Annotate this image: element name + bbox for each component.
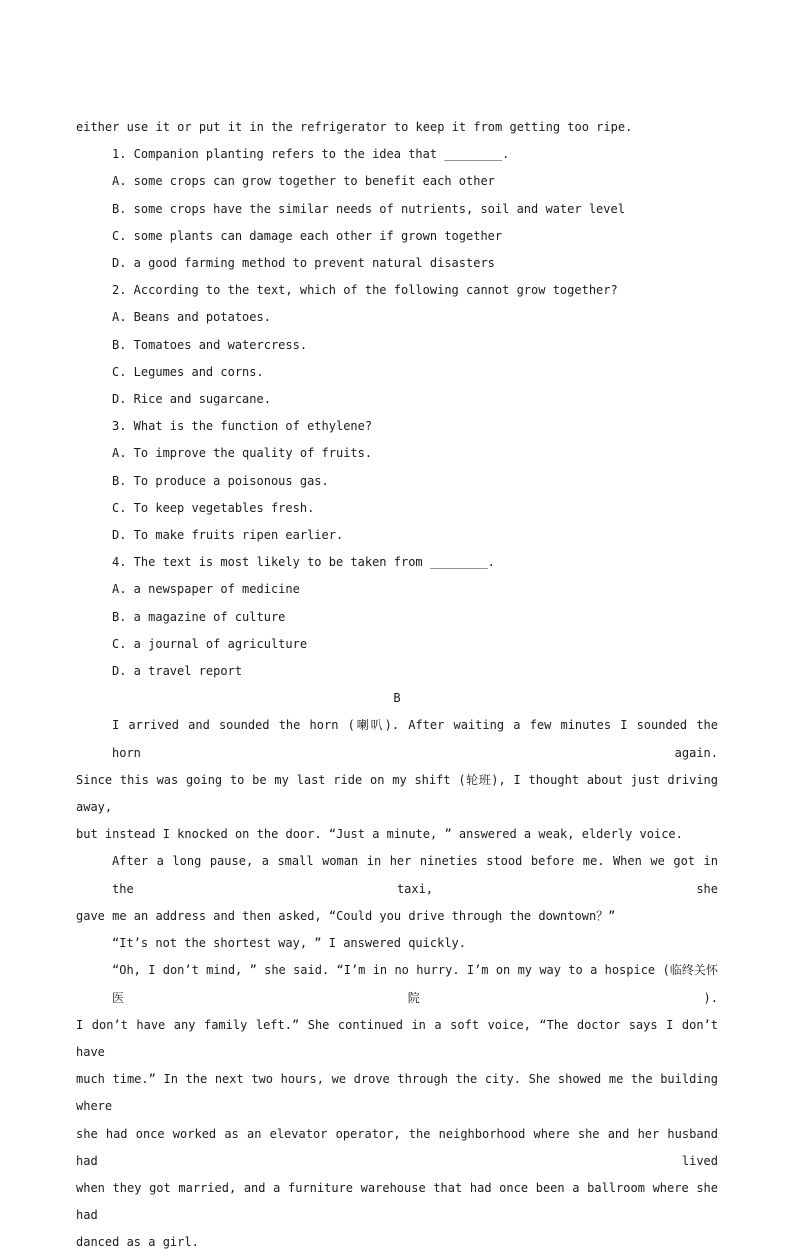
question-option: C. Legumes and corns.: [112, 364, 264, 379]
question-stem: 3. What is the function of ethylene?: [112, 419, 373, 434]
question-block-2: [76, 277, 718, 413]
question-option: B. Tomatoes and watercress.: [112, 337, 308, 352]
passage-line: Since this was going to be my last ride on my shift (轮班), I thought about just driving away,: [76, 772, 718, 815]
question-option: B. a magazine of culture: [112, 609, 286, 624]
passage-line: gave me an address and then asked, “Could you drive through the downtown？”: [76, 908, 616, 923]
passage-line: much time.” In the next two hours, we drove through the city. She showed me the building where: [76, 1072, 718, 1114]
question-option: C. To keep vegetables fresh.: [112, 500, 315, 515]
section-b-title: B: [393, 691, 401, 706]
question-option: D. Rice and sugarcane.: [112, 392, 271, 407]
document-page: [76, 114, 718, 1257]
passage-line: I don’t have any family left.” She continued in a soft voice, “The doctor says I don’t have: [76, 1017, 718, 1059]
question-option: B. To produce a poisonous gas.: [112, 473, 329, 488]
passage-line: danced as a girl.: [76, 1235, 199, 1250]
question-option: D. To make fruits ripen earlier.: [112, 528, 344, 543]
passage-line: I arrived and sounded the horn (喇叭). After waiting a few minutes I sounded the horn again.: [112, 718, 718, 760]
question-option: A. To improve the quality of fruits.: [112, 446, 373, 461]
question-option: B. some crops have the similar needs of nutrients, soil and water level: [112, 201, 625, 216]
question-block-1: [76, 141, 718, 277]
question-option: A. Beans and potatoes.: [112, 310, 271, 325]
passage-line: “Oh, I don’t mind, ” she said. “I’m in no hurry. I’m on my way to a hospice (临终关怀医院).: [112, 963, 718, 1005]
question-option: C. some plants can damage each other if grown together: [112, 228, 503, 243]
passage-line: she had once worked as an elevator operator, the neighborhood where she and her husband had lived: [76, 1126, 718, 1168]
question-block-4: [76, 549, 718, 685]
passage-line: After a long pause, a small woman in her nineties stood before me. When we got in the taxi, she: [112, 854, 718, 896]
question-stem: 1. Companion planting refers to the idea that ________.: [112, 147, 510, 162]
passage-b: [76, 712, 718, 1256]
passage-line: but instead I knocked on the door. “Just a minute, ” answered a weak, elderly voice.: [76, 827, 683, 842]
passage-line: when they got married, and a furniture warehouse that had once been a ballroom where she had: [76, 1180, 718, 1223]
question-block-3: [76, 413, 718, 549]
question-option: A. some crops can grow together to benefit each other: [112, 174, 495, 189]
passage-line: “It’s not the shortest way, ” I answered quickly.: [112, 936, 467, 951]
intro-line: either use it or put it in the refrigerator to keep it from getting too ripe.: [76, 120, 633, 134]
question-option: D. a good farming method to prevent natural disasters: [112, 256, 495, 271]
question-stem: 4. The text is most likely to be taken from ________.: [112, 555, 495, 570]
question-option: A. a newspaper of medicine: [112, 582, 300, 597]
question-option: C. a journal of agriculture: [112, 636, 308, 651]
question-stem: 2. According to the text, which of the following cannot grow together?: [112, 283, 618, 298]
question-option: D. a travel report: [112, 664, 243, 679]
